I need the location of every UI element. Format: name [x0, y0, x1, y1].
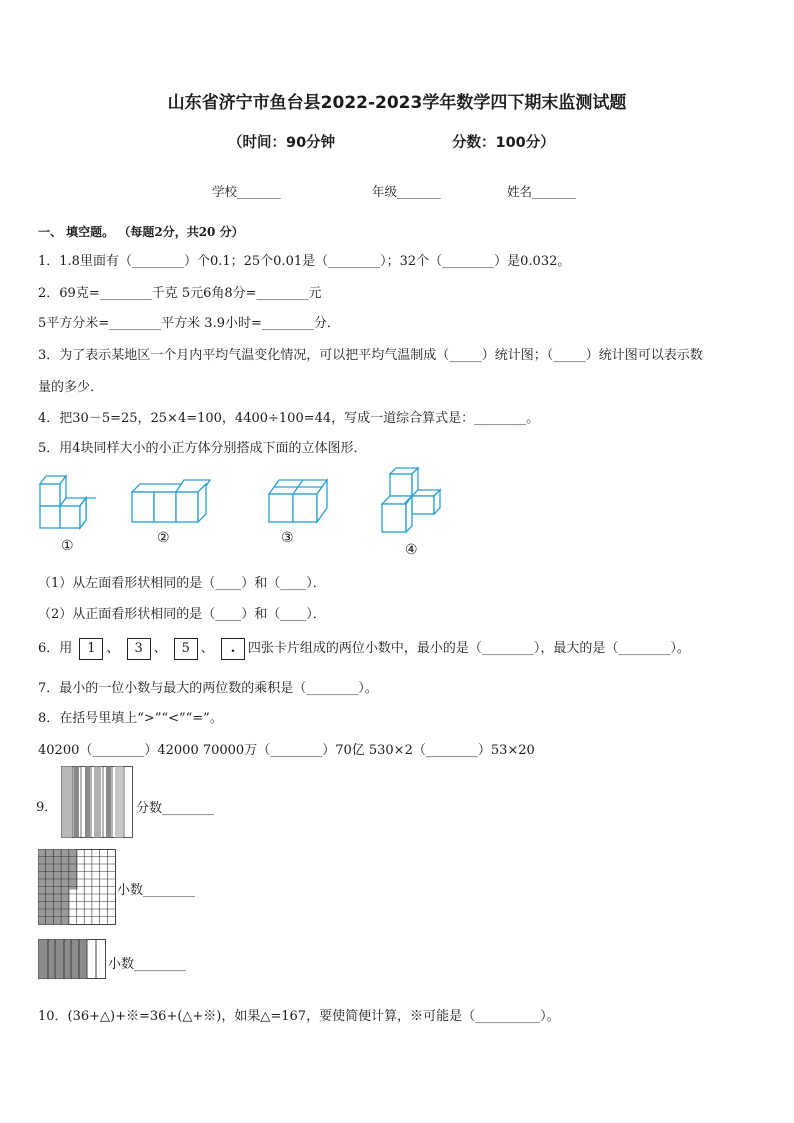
- separator: 、: [200, 641, 214, 656]
- point-card: .: [221, 638, 245, 660]
- question-6: [38, 638, 690, 660]
- figure-label-4: ④: [405, 542, 418, 558]
- cube-figure-2: [130, 478, 212, 524]
- grade-field[interactable]: 年级_______: [372, 184, 441, 199]
- decimal-answer-2[interactable]: 小数________: [108, 957, 187, 972]
- question-2a: 2．69克=________千克 5元6角8分=________元: [38, 286, 322, 301]
- question-8-items: 40200（________）42000 70000万（________）70亿 530×2（________）53×20: [38, 743, 535, 758]
- digit-card: 1: [79, 638, 103, 660]
- section-heading: 一、 填空题。 （每题2分，共20 分）: [38, 225, 244, 239]
- question-6-prefix: 6．用: [38, 641, 73, 656]
- figure-label-3: ③: [281, 530, 294, 546]
- tenths-strip-diagram: [38, 939, 106, 979]
- digit-card: 5: [174, 638, 198, 660]
- question-3a: 3．为了表示某地区一个月内平均气温变化情况，可以把平均气温制成（_____）统计图；（_____）统计图可以表示数: [38, 348, 703, 363]
- name-field[interactable]: 姓名_______: [507, 184, 576, 199]
- question-2b: 5平方分米=________平方米 3.9小时=________分．: [38, 316, 340, 331]
- question-3b: 量的多少．: [38, 380, 104, 395]
- separator: 、: [153, 641, 167, 656]
- hundred-grid-diagram: [38, 849, 116, 925]
- fraction-strip-diagram: [61, 766, 133, 838]
- school-field[interactable]: 学校_______: [212, 184, 281, 199]
- question-5: 5．用4块同样大小的小正方体分别搭成下面的立体图形．: [38, 441, 367, 456]
- question-5-2: （2）从正面看形状相同的是（____）和（____）．: [38, 607, 326, 622]
- page-title: 山东省济宁市鱼台县2022-2023学年数学四下期末监测试题: [167, 93, 627, 113]
- figure-label-2: ②: [157, 530, 170, 546]
- question-9-number: 9．: [36, 800, 58, 815]
- exam-time: （时间：90分钟: [228, 135, 336, 151]
- question-8: 8．在括号里填上“>”“<”“=”。: [38, 711, 223, 726]
- question-1: 1．1.8里面有（________）个0.1；25个0.01是（________）；32个（________）是0.032。: [38, 254, 571, 269]
- fraction-answer[interactable]: 分数________: [136, 801, 215, 816]
- cube-figure-1: [36, 472, 100, 530]
- cube-figure-4: [380, 466, 442, 534]
- cube-figure-3: [265, 476, 331, 524]
- digit-card: 3: [127, 638, 151, 660]
- exam-score: 分数：100分）: [452, 135, 555, 151]
- figure-label-1: ①: [61, 538, 74, 554]
- question-6-suffix: 四张卡片组成的两位小数中，最小的是（________），最大的是（________）。: [247, 641, 690, 656]
- decimal-answer-1[interactable]: 小数________: [117, 883, 196, 898]
- question-10: 10．(36+△)+※=36+(△+※)，如果△=167，要使简便计算，※可能是（__________）。: [38, 1009, 560, 1024]
- question-7: 7．最小的一位小数与最大的两位数的乘积是（________）。: [38, 681, 378, 696]
- question-5-1: （1）从左面看形状相同的是（____）和（____）．: [38, 576, 326, 591]
- question-4: 4．把30－5=25，25×4=100，4400÷100=44，写成一道综合算式是：________。: [38, 411, 540, 426]
- separator: 、: [106, 641, 120, 656]
